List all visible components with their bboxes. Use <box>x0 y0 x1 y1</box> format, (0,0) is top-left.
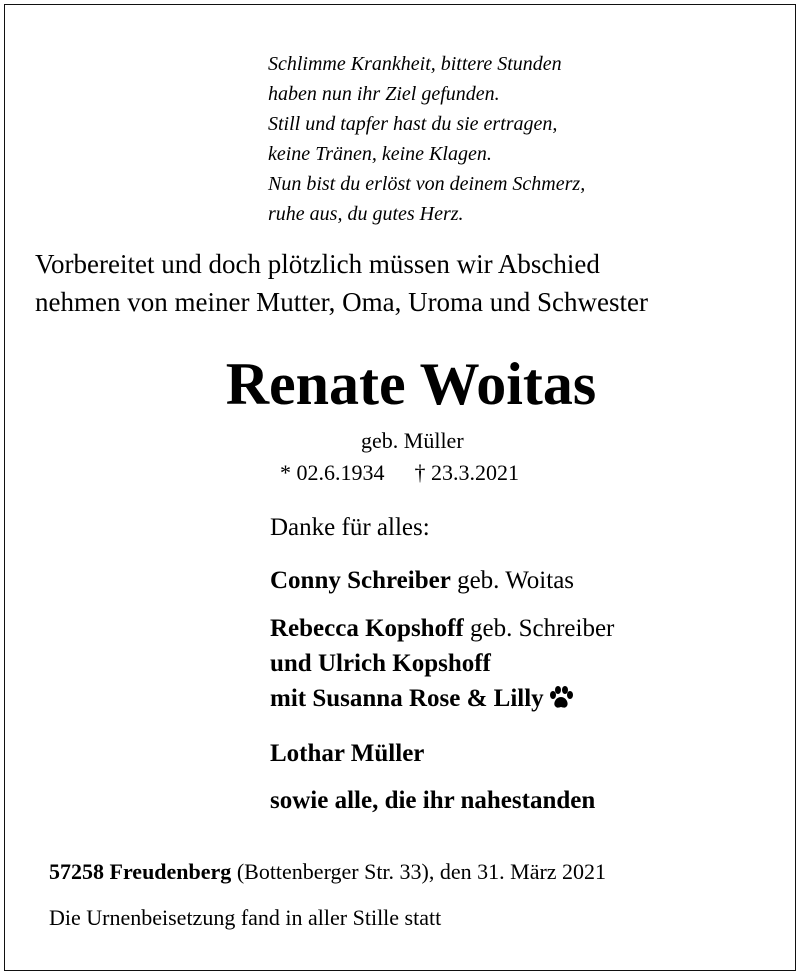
poem-line: keine Tränen, keine Klagen. <box>268 143 492 165</box>
family-name: Lothar Müller <box>270 740 425 767</box>
poem <box>268 49 585 229</box>
family-name: sowie alle, die ihr nahestanden <box>270 787 596 814</box>
family-member-ulrich <box>270 647 491 681</box>
family-member-rebecca <box>270 612 614 646</box>
deceased-name: Renate Woitas <box>225 351 597 417</box>
poem-line: Nun bist du erlöst von deinem Schmerz, <box>268 173 586 195</box>
place-date-line <box>49 857 606 887</box>
burial-note: Die Urnenbeisetzung fand in aller Stille statt <box>49 905 442 930</box>
life-dates <box>280 458 519 488</box>
place: 57258 Freudenberg <box>49 859 232 884</box>
poem-line: Still und tapfer hast du sie ertragen, <box>268 113 558 135</box>
family-name: mit Susanna Rose & Lilly <box>270 685 544 712</box>
family-member-susanna <box>270 682 574 720</box>
family-member-lothar <box>270 737 424 771</box>
family-name: und Ulrich Kopshoff <box>270 650 491 677</box>
poem-line: haben nun ihr Ziel gefunden. <box>268 83 500 105</box>
death-date: † 23.3.2021 <box>414 460 519 485</box>
family-name: Conny Schreiber <box>270 567 451 594</box>
family-member-conny <box>270 564 574 598</box>
family-born-name: geb. Woitas <box>450 567 575 594</box>
intro-line: nehmen von meiner Mutter, Oma, Uroma und Schwester <box>35 287 649 317</box>
birth-date: * 02.6.1934 <box>280 460 385 485</box>
poem-line: Schlimme Krankheit, bittere Stunden <box>268 53 562 75</box>
address-date: (Bottenberger Str. 33), den 31. März 2021 <box>231 859 607 884</box>
obituary-notice <box>4 4 796 971</box>
family-name: Rebecca Kopshoff <box>270 615 464 642</box>
family-born-name: geb. Schreiber <box>463 615 615 642</box>
thanks-line: Danke für alles: <box>270 514 430 541</box>
poem-line: ruhe aus, du gutes Herz. <box>268 203 464 225</box>
intro-line: Vorbereitet und doch plötzlich müssen wir Abschied <box>35 249 600 279</box>
paw-print-icon <box>548 686 574 720</box>
intro-text <box>35 245 648 321</box>
others-line <box>270 784 595 818</box>
birth-name: geb. Müller <box>361 428 464 453</box>
